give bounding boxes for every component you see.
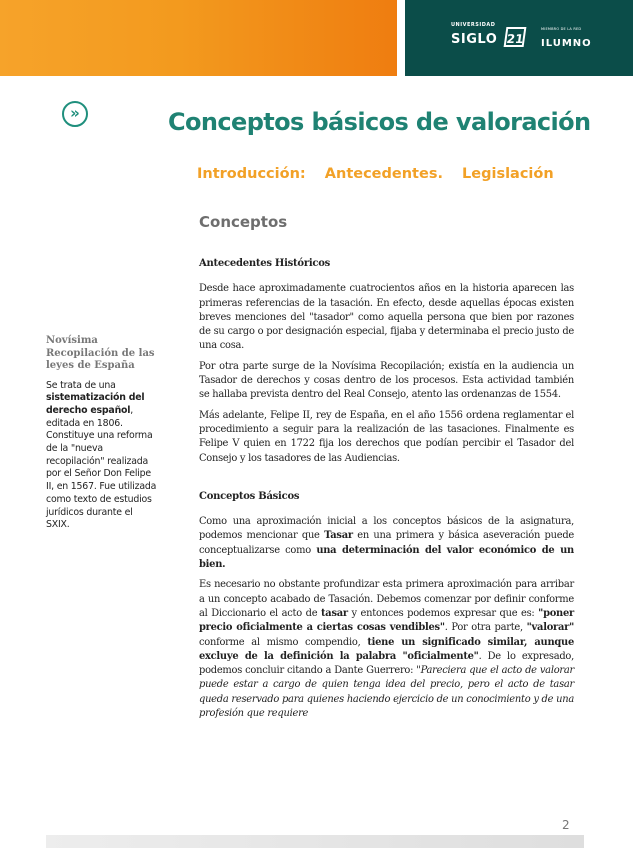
siglo21-number-mark: 21 bbox=[504, 27, 527, 47]
tab-antecedentes[interactable]: Antecedentes. bbox=[324, 166, 443, 182]
siglo21-logo: UNIVERSIDAD SIGLO bbox=[451, 22, 498, 47]
sidebar-title: Novísima Recopilación de las leyes de España bbox=[46, 335, 155, 371]
section-heading: Conceptos bbox=[199, 213, 288, 231]
section-nav bbox=[197, 166, 568, 182]
tab-introduccion[interactable]: Introducción: bbox=[197, 166, 306, 182]
heading-antecedentes: Antecedentes Históricos bbox=[199, 258, 331, 269]
main-content bbox=[199, 257, 574, 727]
paragraph-2: Por otra parte surge de la Novísima Recopilación; existía en la audiencia un Tasador de derechos y cosas dentro de los procesos. Esta actividad también se hallaba prevista dentro del Real Consejo, atento las ordenanzas de 1554. bbox=[199, 360, 574, 401]
heading-conceptos-basicos: Conceptos Básicos bbox=[199, 490, 300, 502]
header-banner-logos bbox=[405, 0, 633, 76]
paragraph-3: Más adelante, Felipe II, rey de España, en el año 1556 ordena reglamentar el procedimiento a seguir para la realización de las tasaciones. Finalmente es Felipe V quien en 1722 fija los derechos que podían percibir el Tasador del Consejo y los tasadores de las Audiencias. bbox=[199, 409, 574, 464]
paragraph-1: Desde hace aproximadamente cuatrocientos años en la historia aparecen las primeras referencias de la tasación. En efecto, desde aquellas épocas existen breves menciones del "tasador" como aquella persona que bien por razones de su cargo o por designación especial, fijaba y determinaba el precio justo de una cosa. bbox=[199, 283, 574, 352]
tab-legislacion[interactable]: Legislación bbox=[462, 166, 554, 182]
footer-bar bbox=[46, 835, 584, 848]
header-banner-orange bbox=[0, 0, 397, 76]
sidebar-note bbox=[46, 335, 158, 532]
sidebar-text: Se trata de una sistematización del derecho español, editada en 1806. Constituye una reforma de la "nueva recopilación" realizada por el Señor Don Felipe II, en 1567. Fue utilizada como texto de estudios jurídicos durante el SXIX. bbox=[46, 379, 157, 531]
paragraph-5: Es necesario no obstante profundizar esta primera aproximación para arribar a un concepto acabado de Tasación. Debemos comenzar por definir conforme al Diccionario el acto de tasar y entonces podemos expresar que es: "poner precio oficialmente a ciertas cosas vendibles". Por otra parte, "valorar" conforme al mismo compendio, tiene un significado similar, aunque excluye de la definición la palabra "oficialmente". De lo expresado, podemos concluir citando a Dante Guerrero: "Pareciera que el acto de valorar puede estar a cargo de quien tenga idea del precio, pero el acto de tasar queda reservado para quienes haciendo ejercicio de un conocimiento y de una profesión que requiere bbox=[199, 579, 574, 720]
page-title: Conceptos básicos de valoración bbox=[168, 108, 591, 136]
double-chevron-right-circle-icon[interactable]: » bbox=[62, 101, 88, 127]
spacer bbox=[199, 472, 574, 490]
paragraph-4: Como una aproximación inicial a los conceptos básicos de la asignatura, podemos mencionar que Tasar en una primera y básica aseveración puede conceptualizarse como una determinación del valor económico de un bien. bbox=[199, 516, 575, 571]
ilumno-logo: MIEMBRO DE LA RED ILUMNO bbox=[541, 27, 592, 49]
page-number: 2 bbox=[562, 818, 570, 832]
